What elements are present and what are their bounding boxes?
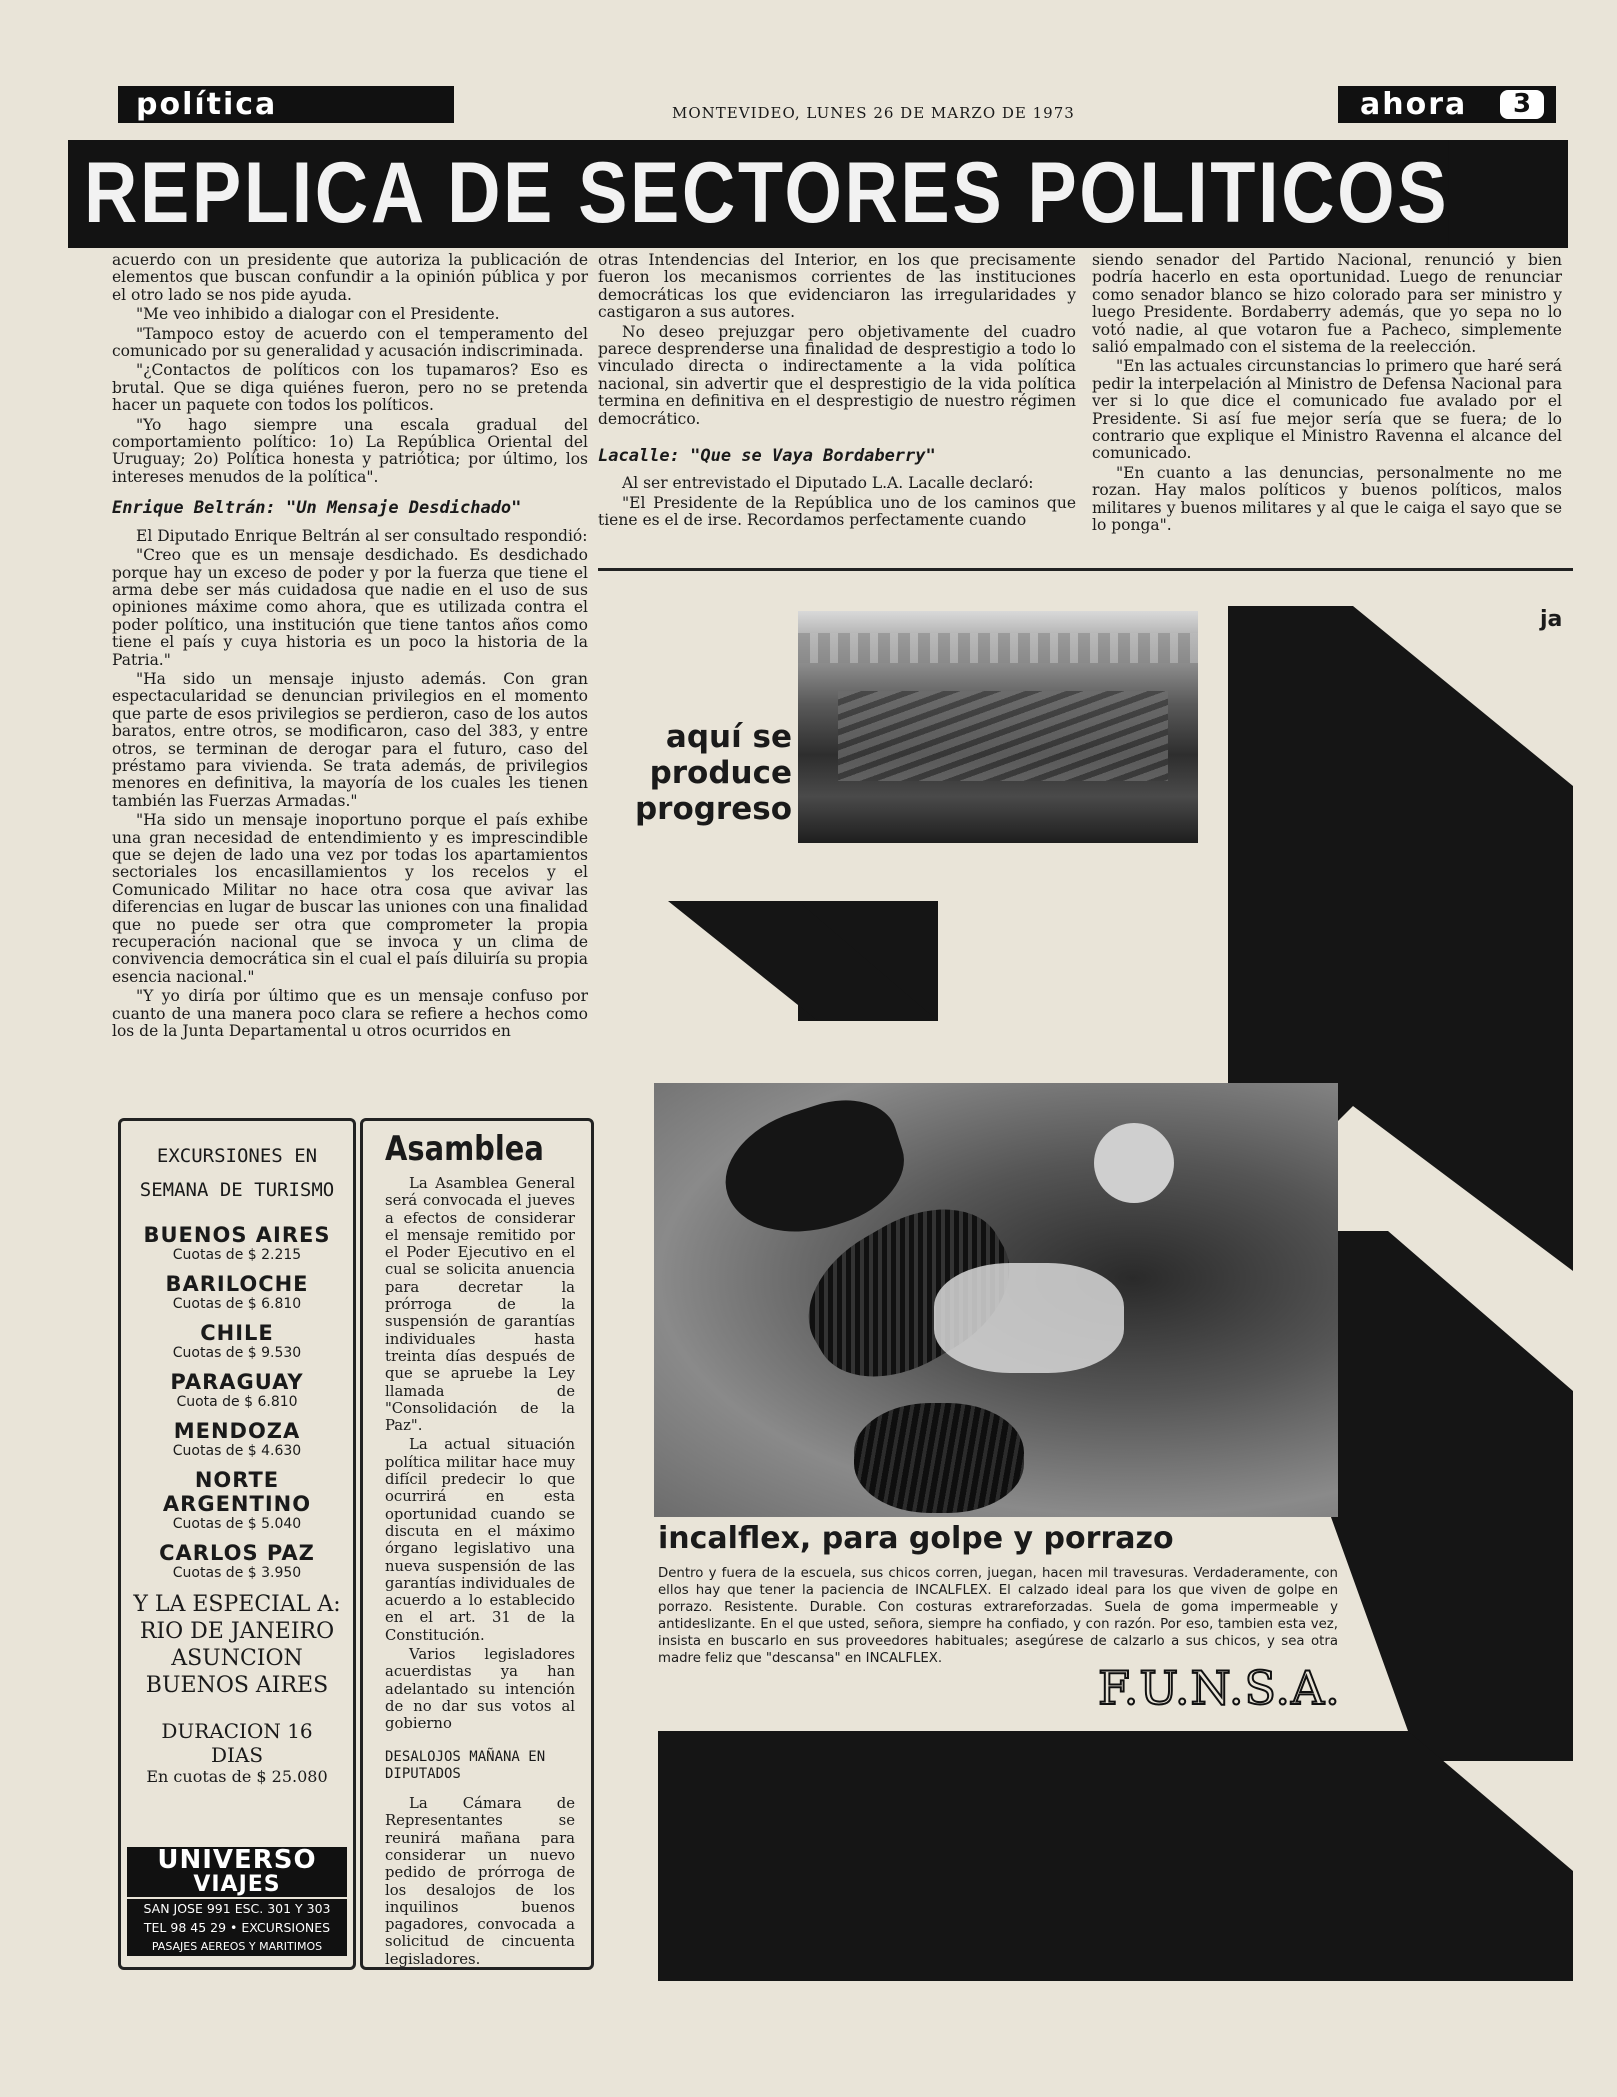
tour-ad-title: EXCURSIONES EN SEMANA DE TURISMO bbox=[139, 1145, 335, 1201]
paragraph: La Asamblea General será convocada el jueves a efectos de considerar el mensaje remitido por el Poder Ejecutivo en el cual se solicita anuencia para decretar la prórroga de la suspensión de garantías individuales hasta treinta días después de que se apruebe la Ley llamada de "Consolidación de la Paz". bbox=[385, 1175, 575, 1435]
article-column-2 bbox=[598, 252, 1076, 562]
paragraph: No deseo prejuzgar pero objetivamente del cuadro parece desprenderse una finalidad de desprestigio a todo lo vinculado directa o indirectamente a la vida política nacional, sin advertir que el desprestigio de la vida política termina en definitiva en el desprestigio de nuestro régimen democrático. bbox=[598, 322, 1076, 428]
agency-address: SAN JOSE 991 ESC. 301 Y 303 bbox=[143, 1901, 331, 1916]
special-destination: Y LA ESPECIAL A: RIO DE JANEIRO ASUNCION BUENOS AIRES bbox=[133, 1592, 341, 1698]
ad-slogan: aquí se produce progreso bbox=[634, 719, 792, 827]
black-band-fold-upper bbox=[1353, 606, 1573, 1271]
destination-name: NORTE ARGENTINO bbox=[162, 1468, 312, 1516]
destination-item bbox=[121, 1370, 353, 1410]
asamblea-box bbox=[360, 1118, 594, 1970]
paragraph: La actual situación política militar hace muy difícil predecir lo que ocurrirá en esta oportunidad cuando se discuta en el máximo órgano legislativo una nueva suspensión de las garantías individuales de acuerdo a lo establecido en el art. 31 de la Constitución. bbox=[385, 1436, 575, 1644]
section-tag bbox=[118, 86, 454, 123]
ad-body: Dentro y fuera de la escuela, sus chicos corren, juegan, hacen mil travesuras. Verdaderamente, con ellos hay que tener la paciencia de INCALFLEX. El calzado ideal para los que viven de golpe en porrazo. Resistente. Durable. Con costuras extrareforzadas. Suela de goma impermeable y antideslizante. En el que usted, señora, siempre ha confiado, y con razón. Por eso, tambien esta vez, insista en buscarlo en sus proveedores habituales; asegúrese de calzarlo a sus chicos, y sea otra madre feliz que "descansa" en INCALFLEX. bbox=[658, 1566, 1338, 1666]
paragraph: "Yo hago siempre una escala gradual del comportamiento político: 1o) La República Oriental del Uruguay; 2o) Política honesta y patriótica; por último, los intereses menudos de la política". bbox=[112, 415, 588, 486]
shoes-photo bbox=[654, 1083, 1338, 1517]
factory-photo-skyline bbox=[798, 633, 1198, 663]
destination-name: BUENOS AIRES bbox=[143, 1223, 331, 1247]
agency-contact bbox=[127, 1899, 347, 1956]
paragraph: Al ser entrevistado el Diputado L.A. Lacalle declaró: bbox=[622, 474, 1034, 493]
destination-name: BARILOCHE bbox=[165, 1272, 309, 1296]
subheading-beltran: Enrique Beltrán: "Un Mensaje Desdichado" bbox=[112, 498, 522, 519]
paragraph: "Ha sido un mensaje injusto además. Con gran espectacularidad se denuncian privilegios en el momento que parte de esos privilegios se perdieron, caso de los autos baratos, entre otros, se modificaron, caso del 383, y entre otros, se terminan de derogar para el futuro, caso del préstamo para vivienda. Se trata además, de privilegios menores en definitiva, la mayoría de los cuales les tienen también las Fuerzas Armadas." bbox=[112, 669, 588, 810]
paragraph: "En cuanto a las denuncias, personalmente no me rozan. Hay malos políticos y buenos políticos, malos militares y buenos militares y al que le caiga el sayo que se lo ponga". bbox=[1092, 463, 1562, 535]
paragraph: "¿Contactos de políticos con los tupamaros? Eso es brutal. Que se diga quiénes fueron, pero no se pretenda hacer un paquete con todos los políticos. bbox=[112, 361, 588, 415]
paragraph: "El Presidente de la República uno de los caminos que tiene es el de irse. Recordamos perfectamente cuando bbox=[598, 493, 1076, 530]
asamblea-body bbox=[385, 1175, 575, 1970]
shoe-sole-2 bbox=[854, 1403, 1024, 1513]
paragraph: otras Intendencias del Interior, en los que precisamente fueron los mecanismos corrientes de las instituciones democráticas los que evidenciaron las irregularidades y castigaron a sus autores. bbox=[598, 252, 1076, 322]
article-column-3 bbox=[1092, 252, 1562, 562]
ad-headline: incalflex, para golpe y porrazo bbox=[658, 1521, 1174, 1556]
factory-photo bbox=[798, 611, 1198, 843]
section-tag-label: política bbox=[136, 87, 278, 122]
corner-mark: ja bbox=[1540, 607, 1563, 632]
destination-price: Cuotas de $ 3.950 bbox=[172, 1565, 302, 1581]
article-column-1 bbox=[112, 252, 588, 1102]
paragraph: siendo senador del Partido Nacional, renunció y bien podría hacerlo en esta oportunidad. Luego de renunciar como senador blanco se hizo colorado para ser ministro y luego Presidente. Bordaberry además, que yo sepa no lo votó nadie, al que votaron fue a Pacheco, simplemente salió empalmado con el sistema de la reelección. bbox=[1092, 252, 1562, 357]
destination-price: Cuotas de $ 5.040 bbox=[172, 1516, 302, 1532]
dateline: MONTEVIDEO, LUNES 26 DE MARZO DE 1973 bbox=[672, 104, 1075, 122]
destination-price: Cuotas de $ 4.630 bbox=[172, 1443, 302, 1459]
paragraph: "En las actuales circunstancias lo primero que haré será pedir la interpelación al Ministro de Defensa Nacional para ver si lo que dice el comunicado fue avalado por el Presidente. Si así fue mejor sería que se fuera; de lo contrario que explique el Ministro Ravenna el alcance del comunicado. bbox=[1092, 357, 1562, 463]
agency-phone: TEL 98 45 29 • EXCURSIONES bbox=[143, 1920, 331, 1935]
paragraph: "Tampoco estoy de acuerdo con el temperamento del comunicado por su generalidad y acusación indiscriminada. bbox=[112, 324, 588, 361]
page-number: 3 bbox=[1500, 90, 1544, 119]
destination-item bbox=[121, 1541, 353, 1581]
paragraph: "Me veo inhibido a dialogar con el Presidente. bbox=[136, 305, 500, 324]
agency-brand-line2: VIAJES bbox=[193, 1872, 281, 1897]
duration-price: En cuotas de $ 25.080 bbox=[146, 1767, 328, 1786]
paragraph: La Cámara de Representantes se reunirá mañana para considerar un nuevo pedido de prórroga de los desalojos de los inquilinos buenos pagadores, convocada a solicitud de cincuenta legisladores. bbox=[385, 1795, 575, 1968]
destination-name: CHILE bbox=[200, 1321, 274, 1345]
paper-name: ahora bbox=[1360, 87, 1468, 122]
black-band-bottom bbox=[658, 1731, 1573, 1981]
duration: DURACION 16 DIAS bbox=[161, 1719, 313, 1767]
destination-name: CARLOS PAZ bbox=[159, 1541, 315, 1565]
asamblea-title: Asamblea bbox=[385, 1129, 544, 1169]
agency-brand-line1: UNIVERSO bbox=[157, 1845, 317, 1875]
destination-price: Cuotas de $ 2.215 bbox=[172, 1247, 302, 1263]
paragraph: Varios legisladores acuerdistas ya han adelantado su intención de no dar sus votos al gobierno bbox=[385, 1646, 575, 1733]
headline-banner bbox=[68, 140, 1568, 248]
factory-photo-roofs bbox=[838, 691, 1168, 781]
asamblea-subheading: DESALOJOS MAÑANA EN DIPUTADOS bbox=[385, 1748, 546, 1782]
page-headline: REPLICA DE SECTORES POLITICOS bbox=[84, 140, 1449, 246]
ball bbox=[1094, 1123, 1174, 1203]
paper-tag bbox=[1338, 86, 1556, 123]
destination-item bbox=[121, 1223, 353, 1263]
destination-item bbox=[121, 1419, 353, 1459]
paragraph: acuerdo con un presidente que autoriza la publicación de elementos que buscan confundir a la opinión pública y por el otro lado se nos pide ayuda. bbox=[112, 252, 588, 304]
tour-ad bbox=[118, 1118, 356, 1970]
destination-price: Cuotas de $ 9.530 bbox=[172, 1345, 302, 1361]
destination-item bbox=[121, 1272, 353, 1312]
destination-list bbox=[121, 1223, 353, 1581]
destination-price: Cuota de $ 6.810 bbox=[176, 1394, 298, 1410]
paragraph: El Diputado Enrique Beltrán al ser consultado respondió: bbox=[136, 526, 588, 545]
incalflex-ad bbox=[598, 568, 1573, 1981]
paragraph: "Creo que es un mensaje desdichado. Es desdichado porque hay un exceso de poder y por la fuerza que tiene el arma debe ser más cuidadosa que nadie en el uso de sus opiniones máxime como ahora, que es utilizada contra el poder político, una institución que tiene tantos años como tiene el país y cuya historia es un poco la historia de la Patria." bbox=[112, 546, 588, 669]
paragraph: "Y yo diría por último que es un mensaje confuso por cuanto de una manera poco clara se refiere a hechos como los de la Junta Departamental u otros ocurridos en bbox=[112, 987, 588, 1041]
agency-brand bbox=[127, 1847, 347, 1897]
destination-item bbox=[121, 1321, 353, 1361]
destination-item bbox=[121, 1468, 353, 1532]
subheading-lacalle: Lacalle: "Que se Vaya Bordaberry" bbox=[598, 446, 936, 467]
sock bbox=[934, 1263, 1124, 1373]
brand-logo: F.U.N.S.A. bbox=[1098, 1661, 1341, 1715]
agency-block bbox=[121, 1847, 353, 1967]
destination-name: MENDOZA bbox=[173, 1419, 301, 1443]
destination-price: Cuotas de $ 6.810 bbox=[172, 1296, 302, 1312]
paragraph: "Ha sido un mensaje inoportuno porque el país exhibe una gran necesidad de entendimiento y es imprescindible que se dejen de lado una vez por todas los apartamientos sectoriales los encasillamientos y los recelos y el Comunicado Militar no hace otra cosa que avivar las diferencias en lugar de buscar las uniones con una finalidad que no puede ser otra que comprometer la propia recuperación nacional que se invoca y un clima de convivencia democrática sin el cual el país diluiría su propia esencia nacional." bbox=[112, 811, 588, 986]
agency-tagline: PASAJES AEREOS Y MARITIMOS bbox=[151, 1940, 323, 1953]
destination-name: PARAGUAY bbox=[170, 1370, 304, 1394]
